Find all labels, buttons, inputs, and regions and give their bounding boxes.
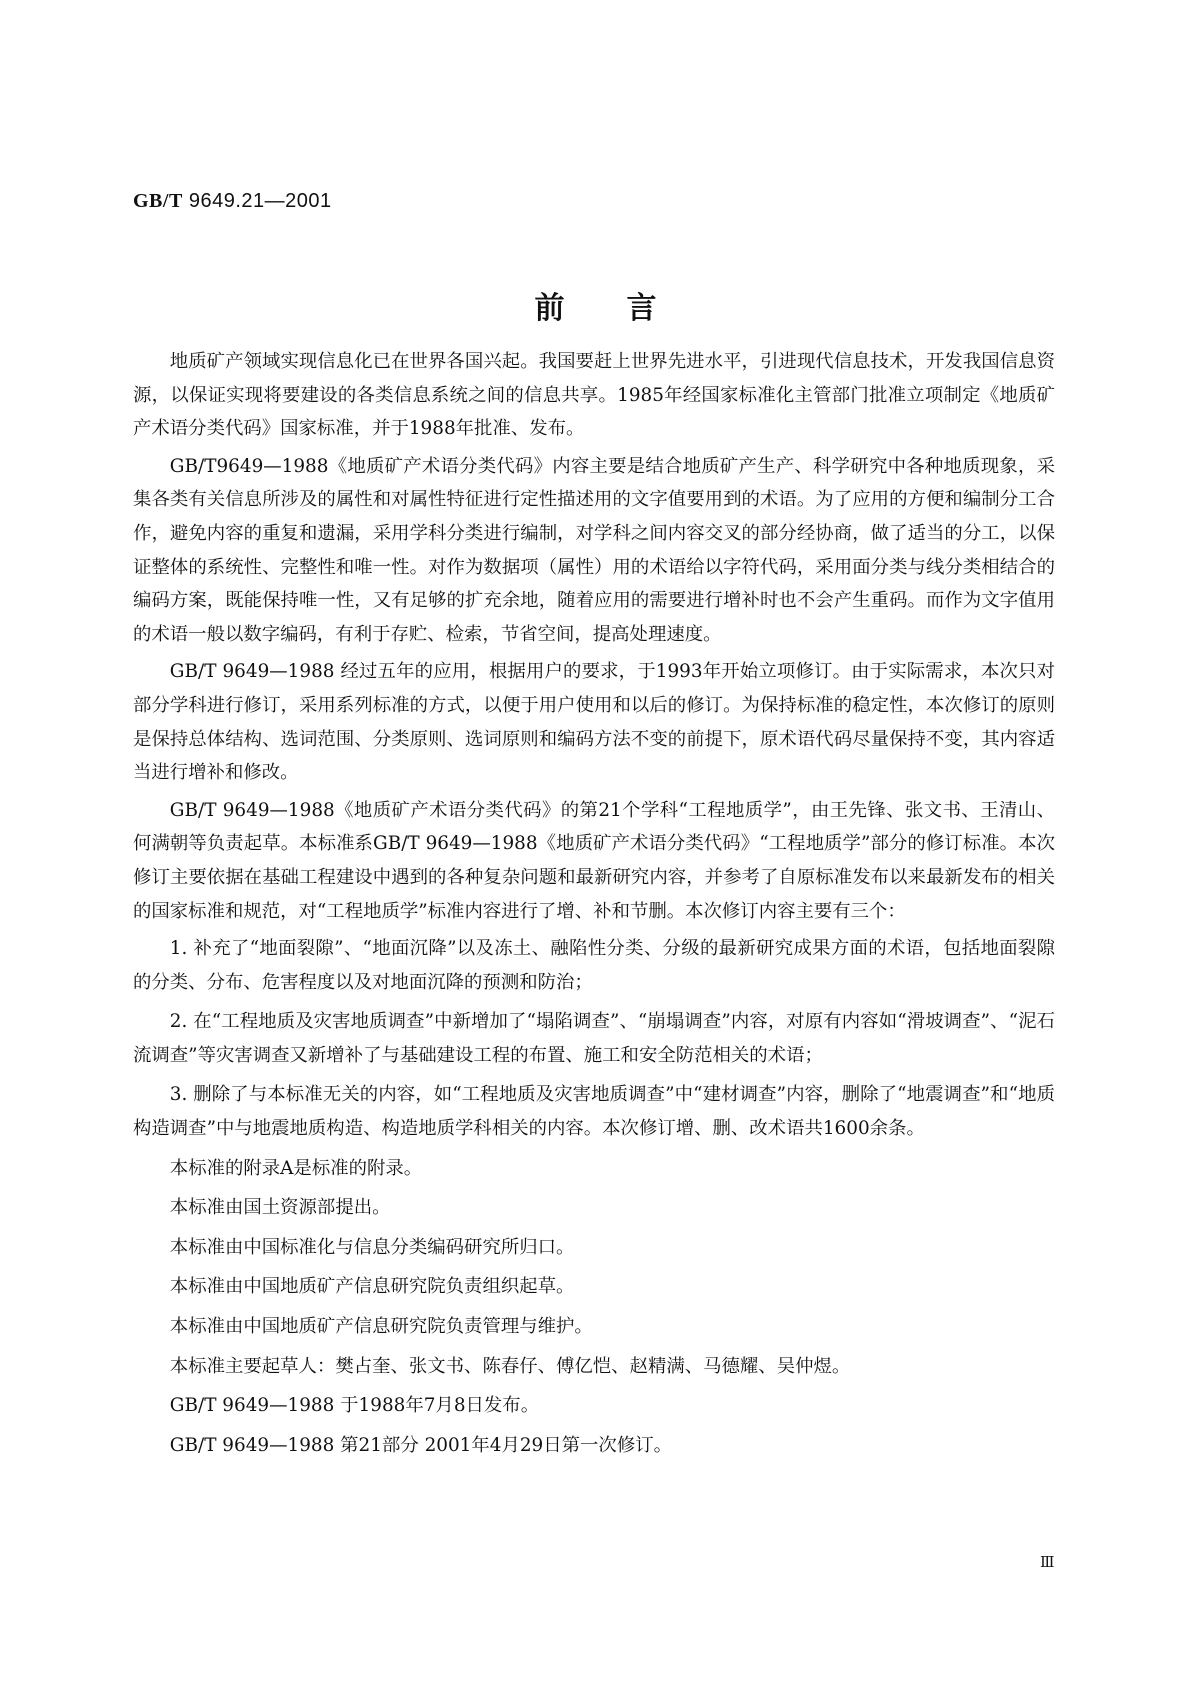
paragraph-first-issue: GB/T 9649—1988 于1988年7月8日发布。 (169, 1395, 540, 1417)
paragraph-annex: 本标准的附录A是标准的附录。 (169, 1157, 423, 1179)
paragraph-revision-principle: GB/T 9649—1988 经过五年的应用，根据用户的要求，于1993年开始立项修订。由于实际需求，本次只对部分学科进行修订，采用系列标准的方式，以便于用户使用和以后的修订。为保持标准的稳定性，本次修订的原则是保持总体结构、选词范围、分类原则、选词原则和编码方法不变的前提下，原术语代码尽量保持不变，其内容适当进行增补和修改。 (133, 661, 1055, 784)
paragraph-original-standard: GB/T9649—1988《地质矿产术语分类代码》内容主要是结合地质矿产生产、科学研究中各种地质现象，采集各类有关信息所涉及的属性和对属性特征进行定性描述用的文字值要用到的术语。为了应用的方便和编制分工合作，避免内容的重复和遗漏，采用学科分类进行编制，对学科之间内容交叉的部分经协商，做了适当的分工，以保证整体的系统性、完整性和唯一性。对作为数据项（属性）用的术语给以字符代码，采用面分类与线分类相结合的编码方案，既能保持唯一性，又有足够的扩充余地，随着应用的需要进行增补时也不会产生重码。而作为文字值用的术语一般以数字编码，有利于存贮、检索，节省空间，提高处理速度。 (133, 455, 1055, 645)
standard-code: 9649.21—2001 (188, 190, 332, 212)
standard-prefix: GB/T (133, 190, 183, 212)
list-item-2: 2. 在“工程地质及灾害地质调查”中新增加了“塌陷调查”、“崩塌调查”内容，对原有内容如“滑坡调查”、“泥石流调查”等灾害调查又新增补了与基础建设工程的布置、施工和安全防范相关的术语； (133, 1011, 1055, 1066)
paragraph-revision-date: GB/T 9649—1988 第21部分 2001年4月29日第一次修订。 (169, 1434, 672, 1456)
paragraph-drafted-by: 本标准由中国地质矿产信息研究院负责组织起草。 (169, 1276, 575, 1298)
page-title: 前言 (534, 291, 719, 326)
paragraph-centralized-by: 本标准由中国标准化与信息分类编码研究所归口。 (169, 1236, 575, 1258)
paragraph-maintained-by: 本标准由中国地质矿产信息研究院负责管理与维护。 (169, 1316, 593, 1338)
standard-number-header (133, 190, 332, 213)
paragraph-intro: 地质矿产领域实现信息化已在世界各国兴起。我国要赶上世界先进水平，引进现代信息技术，开发我国信息资源，以保证实现将要建设的各类信息系统之间的信息共享。1985年经国家标准化主管部门批准立项制定《地质矿产术语分类代码》国家标准，并于1988年批准、发布。 (133, 351, 1055, 440)
list-item-1: 1. 补充了“地面裂隙”、“地面沉降”以及冻土、融陷性分类、分级的最新研究成果方面的术语，包括地面裂隙的分类、分布、危害程度以及对地面沉降的预测和防治； (133, 938, 1055, 993)
list-item-3: 3. 删除了与本标准无关的内容，如“工程地质及灾害地质调查”中“建材调查”内容，删除了“地震调查”和“地质构造调查”中与地震地质构造、构造地质学科相关的内容。本次修订增、删、改术语共1600余条。 (133, 1084, 1055, 1140)
foreword-body (133, 345, 1055, 1468)
page-number: Ⅲ (1040, 1555, 1055, 1571)
paragraph-drafters: 本标准主要起草人：樊占奎、张文书、陈春仔、傅亿恺、赵精满、马德耀、吴仲煜。 (169, 1355, 851, 1377)
paragraph-engineering-geology: GB/T 9649—1988《地质矿产术语分类代码》的第21个学科“工程地质学”，由王先锋、张文书、王清山、何满朝等负责起草。本标准系GB/T 9649—1988《地质矿产术语分类代码》“工程地质学”部分的修订标准。本次修订主要依据在基础工程建设中遇到的各种复杂问题和最新研究内容，并参考了自原标准发布以来最新发布的相关的国家标准和规范，对“工程地质学”标准内容进行了增、补和节删。本次修订内容主要有三个： (133, 799, 1055, 922)
paragraph-proposed-by: 本标准由国土资源部提出。 (169, 1197, 391, 1219)
